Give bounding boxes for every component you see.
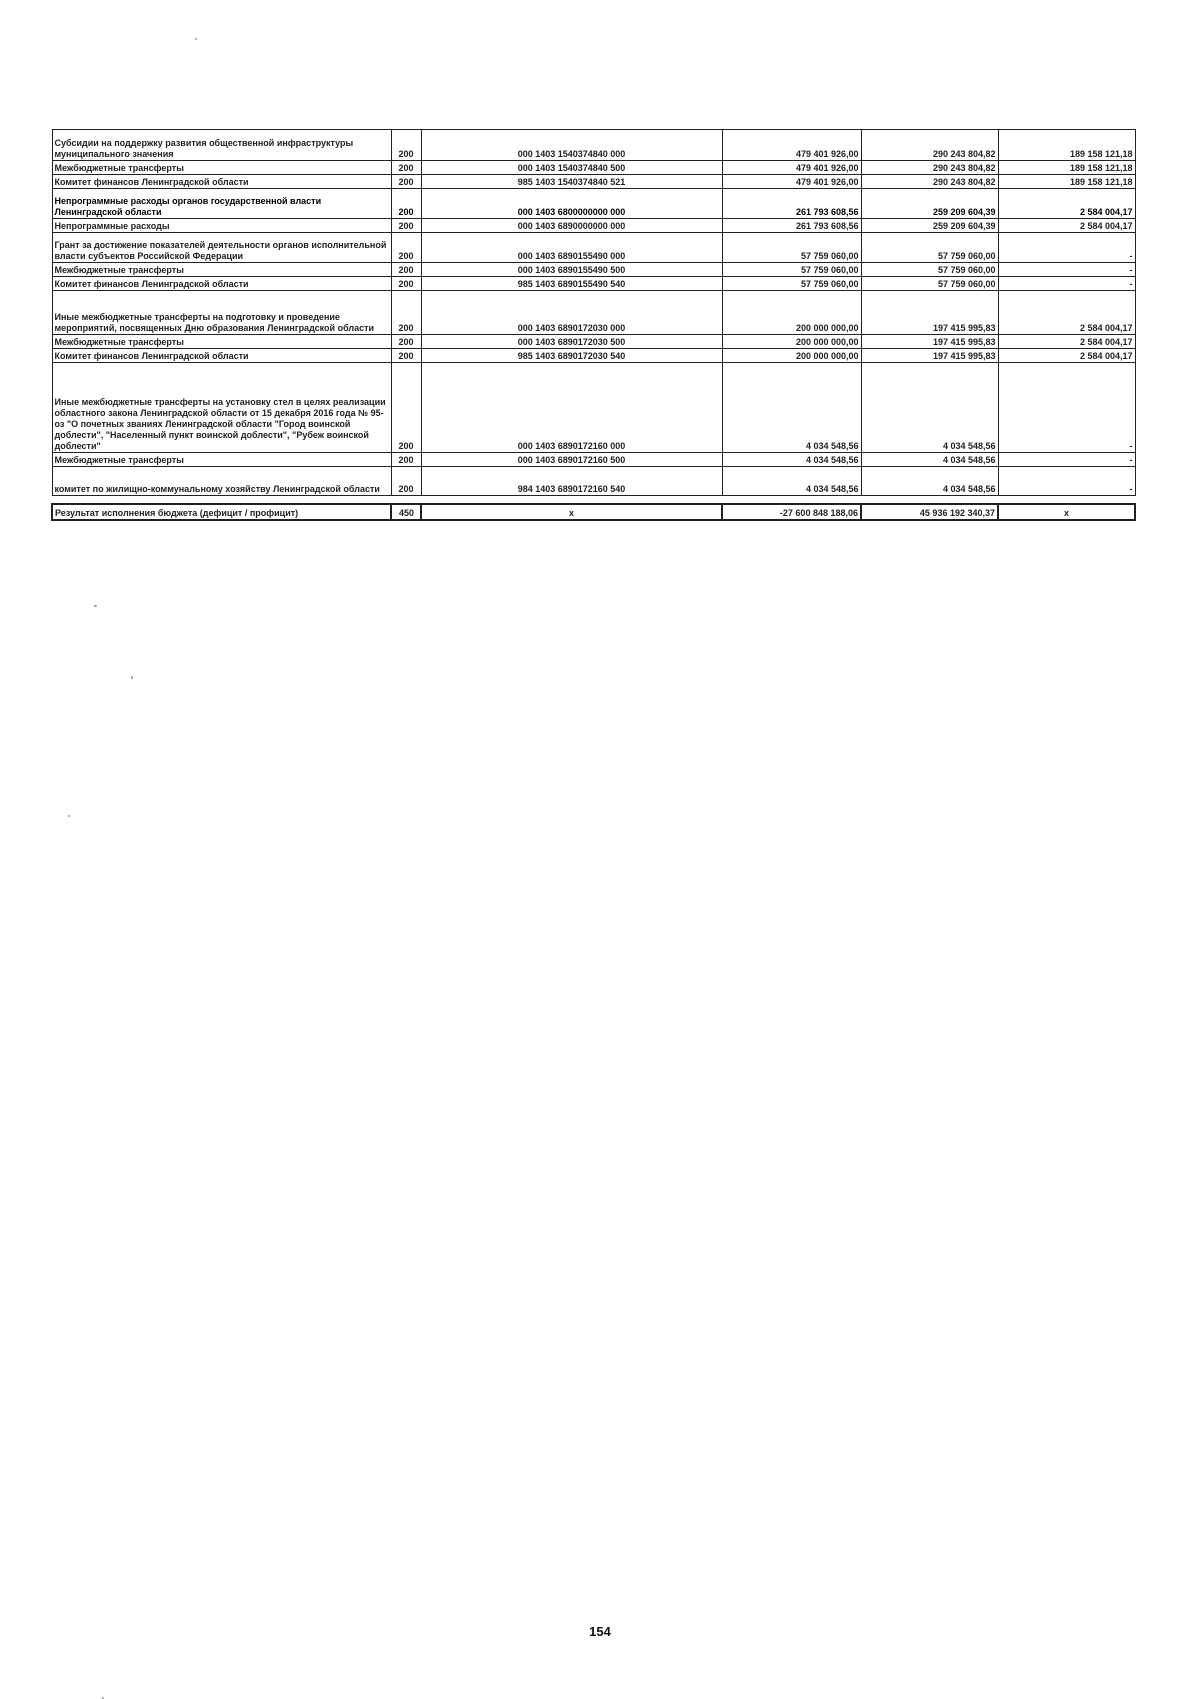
row-kbk: 000 1403 1540374840 000 [421, 130, 722, 161]
table-row [52, 363, 1135, 453]
spacer-cell [52, 496, 391, 505]
row-executed: 259 209 604,39 [861, 219, 998, 233]
scan-speck [68, 815, 70, 817]
row-executed: 4 034 548,56 [861, 467, 998, 496]
row-executed: 290 243 804,82 [861, 130, 998, 161]
table-row [52, 189, 1135, 219]
row-approved: 479 401 926,00 [722, 175, 861, 189]
row-kbk: 985 1403 1540374840 521 [421, 175, 722, 189]
row-approved: 200 000 000,00 [722, 349, 861, 363]
row-remaining: 189 158 121,18 [998, 175, 1135, 189]
scan-speck [94, 605, 97, 607]
row-name: Непрограммные расходы органов государственной власти Ленинградской области [52, 189, 391, 219]
row-approved: 200 000 000,00 [722, 291, 861, 335]
row-remaining: 2 584 004,17 [998, 219, 1135, 233]
row-approved: 479 401 926,00 [722, 161, 861, 175]
table-row [52, 130, 1135, 161]
row-kbk: 000 1403 6890172160 000 [421, 363, 722, 453]
row-kbk: 000 1403 6890000000 000 [421, 219, 722, 233]
row-code: 200 [391, 349, 421, 363]
row-code: 200 [391, 189, 421, 219]
scan-speck [195, 38, 197, 40]
row-name: Субсидии на поддержку развития общественной инфраструктуры муниципального значения [52, 130, 391, 161]
budget-table [51, 129, 1136, 521]
table-row [52, 161, 1135, 175]
table-row [52, 233, 1135, 263]
row-remaining: - [998, 277, 1135, 291]
row-executed: 290 243 804,82 [861, 161, 998, 175]
result-executed: 45 936 192 340,37 [861, 504, 998, 520]
row-executed: 4 034 548,56 [861, 453, 998, 467]
row-approved: 57 759 060,00 [722, 277, 861, 291]
row-approved: 261 793 608,56 [722, 189, 861, 219]
row-code: 200 [391, 130, 421, 161]
table-row [52, 291, 1135, 335]
row-approved: 261 793 608,56 [722, 219, 861, 233]
row-name: Комитет финансов Ленинградской области [52, 175, 391, 189]
row-kbk: 000 1403 6890172030 000 [421, 291, 722, 335]
row-executed: 197 415 995,83 [861, 349, 998, 363]
row-kbk: 000 1403 6890172030 500 [421, 335, 722, 349]
row-executed: 197 415 995,83 [861, 291, 998, 335]
row-remaining: 2 584 004,17 [998, 291, 1135, 335]
table-row [52, 175, 1135, 189]
row-kbk: 000 1403 1540374840 500 [421, 161, 722, 175]
row-kbk: 984 1403 6890172160 540 [421, 467, 722, 496]
row-kbk: 000 1403 6890155490 500 [421, 263, 722, 277]
row-code: 200 [391, 335, 421, 349]
row-code: 200 [391, 453, 421, 467]
row-name: Комитет финансов Ленинградской области [52, 277, 391, 291]
row-code: 200 [391, 277, 421, 291]
spacer-cell [391, 496, 421, 505]
spacer-cell [421, 496, 722, 505]
row-remaining: - [998, 233, 1135, 263]
row-remaining: 2 584 004,17 [998, 349, 1135, 363]
spacer-cell [861, 496, 998, 505]
row-approved: 200 000 000,00 [722, 335, 861, 349]
result-remaining: x [998, 504, 1135, 520]
row-code: 200 [391, 233, 421, 263]
table-row [52, 277, 1135, 291]
row-kbk: 985 1403 6890172030 540 [421, 349, 722, 363]
row-code: 200 [391, 467, 421, 496]
result-kbk: x [421, 504, 722, 520]
row-name: Комитет финансов Ленинградской области [52, 349, 391, 363]
row-code: 200 [391, 219, 421, 233]
table-spacer [52, 496, 1135, 505]
budget-rows [52, 130, 1135, 521]
row-remaining: - [998, 467, 1135, 496]
row-name: комитет по жилищно-коммунальному хозяйству Ленинградской области [52, 467, 391, 496]
row-name: Иные межбюджетные трансферты на установку стел в целях реализации областного закона Ленинградской области от 15 декабря 2016 года № 95-оз "О почетных званиях Ленинградской области "Город воинской доблести", "Населенный пункт воинской доблести", "Рубеж воинской доблести" [52, 363, 391, 453]
row-approved: 4 034 548,56 [722, 467, 861, 496]
spacer-cell [998, 496, 1135, 505]
row-executed: 197 415 995,83 [861, 335, 998, 349]
table-row [52, 349, 1135, 363]
row-remaining: 2 584 004,17 [998, 189, 1135, 219]
row-executed: 4 034 548,56 [861, 363, 998, 453]
row-kbk: 985 1403 6890155490 540 [421, 277, 722, 291]
table-row [52, 263, 1135, 277]
spacer-cell [722, 496, 861, 505]
row-remaining: - [998, 263, 1135, 277]
row-name: Грант за достижение показателей деятельности органов исполнительной власти субъектов Российской Федерации [52, 233, 391, 263]
table-row [52, 335, 1135, 349]
table-row [52, 467, 1135, 496]
row-remaining: 189 158 121,18 [998, 161, 1135, 175]
result-name: Результат исполнения бюджета (дефицит / профицит) [52, 504, 391, 520]
row-kbk: 000 1403 6890172160 500 [421, 453, 722, 467]
row-name: Непрограммные расходы [52, 219, 391, 233]
budget-result-row [52, 504, 1135, 520]
page-number: 154 [589, 1624, 611, 1639]
scan-speck [131, 676, 133, 679]
table-row [52, 453, 1135, 467]
row-code: 200 [391, 363, 421, 453]
row-executed: 57 759 060,00 [861, 263, 998, 277]
row-name: Межбюджетные трансферты [52, 453, 391, 467]
row-remaining: - [998, 453, 1135, 467]
row-approved: 4 034 548,56 [722, 453, 861, 467]
row-name: Иные межбюджетные трансферты на подготовку и проведение мероприятий, посвященных Дню образования Ленинградской области [52, 291, 391, 335]
row-name: Межбюджетные трансферты [52, 263, 391, 277]
row-code: 200 [391, 175, 421, 189]
result-code: 450 [391, 504, 421, 520]
result-approved: -27 600 848 188,06 [722, 504, 861, 520]
row-approved: 4 034 548,56 [722, 363, 861, 453]
row-executed: 259 209 604,39 [861, 189, 998, 219]
row-executed: 57 759 060,00 [861, 277, 998, 291]
row-name: Межбюджетные трансферты [52, 335, 391, 349]
table-row [52, 219, 1135, 233]
row-code: 200 [391, 161, 421, 175]
row-name: Межбюджетные трансферты [52, 161, 391, 175]
row-kbk: 000 1403 6800000000 000 [421, 189, 722, 219]
row-executed: 57 759 060,00 [861, 233, 998, 263]
row-remaining: 2 584 004,17 [998, 335, 1135, 349]
row-executed: 290 243 804,82 [861, 175, 998, 189]
row-approved: 57 759 060,00 [722, 263, 861, 277]
row-remaining: 189 158 121,18 [998, 130, 1135, 161]
row-approved: 479 401 926,00 [722, 130, 861, 161]
row-remaining: - [998, 363, 1135, 453]
row-kbk: 000 1403 6890155490 000 [421, 233, 722, 263]
row-code: 200 [391, 263, 421, 277]
row-code: 200 [391, 291, 421, 335]
row-approved: 57 759 060,00 [722, 233, 861, 263]
